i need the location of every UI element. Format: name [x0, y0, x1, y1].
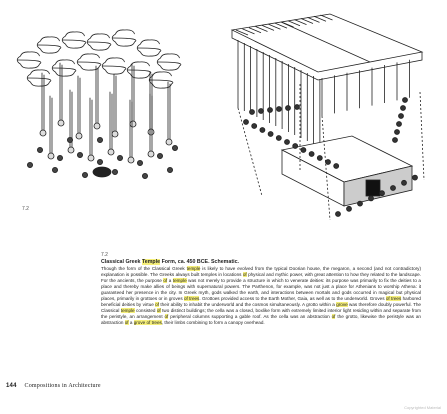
- column-base-dot: [401, 106, 406, 111]
- highlighted-term: of trees: [385, 295, 402, 301]
- grove-of-trees-drawing: [17, 30, 181, 179]
- column-base-dot: [326, 160, 331, 165]
- column-base-dot: [268, 132, 273, 137]
- ground-dot: [137, 160, 142, 165]
- tree-canopy: [52, 60, 76, 76]
- ground-dot: [172, 145, 177, 150]
- tree-base: [148, 129, 154, 135]
- ground-dot: [117, 155, 122, 160]
- column-base-dot: [402, 180, 407, 185]
- highlighted-term: of: [163, 277, 168, 283]
- caption-text: peripheral columns supporting a gable roof. As the cella was an abstraction: [168, 313, 332, 319]
- highlighted-term: grove: [336, 301, 348, 307]
- column-base-dot: [285, 140, 290, 145]
- caption-text: their ability to inhabit the underworld and the cosmos simultaneously. A grotto within a: [159, 301, 337, 307]
- ground-dot: [97, 137, 102, 142]
- tree-canopy: [37, 37, 61, 53]
- column-base-dot: [295, 105, 300, 110]
- ground-dot: [82, 172, 87, 177]
- column-base-dot: [317, 156, 322, 161]
- column-base-dot: [336, 212, 341, 217]
- tree-base: [68, 147, 74, 153]
- column-base-dot: [369, 196, 374, 201]
- tree-base: [88, 155, 94, 161]
- highlighted-term: of: [164, 313, 169, 319]
- ground-dot: [97, 159, 102, 164]
- page-number: 144: [6, 383, 17, 389]
- ground-dot: [167, 167, 172, 172]
- tree-base: [76, 133, 82, 139]
- caption-text: a: [128, 319, 134, 325]
- tree-base: [58, 120, 64, 126]
- column-base-dot: [347, 206, 352, 211]
- caption-text: consisted: [134, 307, 157, 313]
- column-base-dot: [250, 110, 255, 115]
- caption-text: , their limbs combining to form a canopy overhead.: [161, 319, 265, 325]
- tree-base: [40, 130, 46, 136]
- highlighted-term: of: [331, 313, 336, 319]
- column-base-dot: [397, 122, 402, 127]
- highlighted-term: temple: [186, 265, 201, 271]
- watermark: Copyrighted Material: [404, 405, 441, 410]
- tree-canopy: [102, 58, 126, 74]
- ground-dot: [112, 169, 117, 174]
- tree-base: [128, 157, 134, 163]
- grotto-mass: [93, 167, 111, 177]
- highlighted-term: of: [156, 307, 161, 313]
- highlighted-term: temple: [120, 307, 135, 313]
- column-base-dot: [260, 128, 265, 133]
- highlighted-term: Temple: [141, 259, 161, 265]
- column-base-dot: [276, 136, 281, 141]
- tree-canopy: [62, 32, 86, 48]
- highlighted-term: grove of trees: [133, 319, 162, 325]
- caption-text: a: [167, 277, 173, 283]
- ground-dot: [67, 137, 72, 142]
- column-base-dot: [395, 130, 400, 135]
- tree-canopy: [127, 62, 151, 78]
- ground-dot: [142, 173, 147, 178]
- column-base-dot: [399, 114, 404, 119]
- tree-canopy: [149, 72, 173, 88]
- figure-number: 7.2: [22, 206, 29, 212]
- ground-dot: [37, 147, 42, 152]
- column-base-dot: [413, 175, 418, 180]
- ground-dot: [27, 162, 32, 167]
- column-base-dot: [358, 201, 363, 206]
- tree-canopy: [17, 52, 41, 68]
- caption-title: [101, 259, 421, 265]
- caption-text: was not merely to provide a structure in which to venerate deities: its purpose was primarily to fix the deities to a place and thereby make allies of beings with supernatural powers. The Parthenon, for example, was not just a place for Athenians to worship Athena: it guaranteed her presence in the city. In Greek myth, gods walked the earth, and interactions between mortals and gods occurred in magical but physical places, primarily in grottoes or in groves: [101, 277, 421, 301]
- caption-text: . Grottoes provided access to the Earth Mother, Gaia, as well as to the underworld. Groves: [199, 295, 386, 301]
- column-base-dot: [286, 106, 291, 111]
- column-base-dot: [391, 186, 396, 191]
- temple-schematic-drawing: [232, 14, 424, 220]
- projection-line: [420, 92, 424, 180]
- cella-door: [366, 180, 380, 196]
- highlighted-term: of: [155, 301, 160, 307]
- tree-base: [112, 131, 118, 137]
- page-footer: [6, 383, 101, 389]
- tree-base: [48, 153, 54, 159]
- tree-canopy: [112, 30, 136, 46]
- ground-dot: [52, 167, 57, 172]
- tree-base: [94, 123, 100, 129]
- caption-body: [101, 266, 421, 326]
- caption-text: Though the form of the Classical Greek: [101, 265, 187, 271]
- tree-canopy: [87, 34, 111, 50]
- column-base-dot: [244, 120, 249, 125]
- caption-text: physical and mythic power, with great attention to how they related to the landscape. For the ancients, the purpose: [101, 271, 421, 283]
- tree-base: [130, 121, 136, 127]
- ground-dot: [57, 155, 62, 160]
- figure-caption: [101, 252, 421, 326]
- highlighted-term: of trees: [183, 295, 200, 301]
- caption-text: was therefore doubly powerful. The Classical: [101, 301, 421, 313]
- caption-number: 7.2: [101, 252, 108, 258]
- caption-text: the grotto, likewise the peristyle was an abstraction: [101, 313, 421, 325]
- tree-canopy: [27, 70, 51, 86]
- tree-base: [148, 151, 154, 157]
- projection-line: [238, 108, 262, 196]
- column-base-dot: [268, 108, 273, 113]
- column-base-dot: [252, 124, 257, 129]
- tree-canopy: [157, 54, 181, 70]
- highlighted-term: temple: [172, 277, 187, 283]
- tree-canopy: [77, 54, 101, 70]
- caption-text: is likely to have evolved from the typical Doorian house, the megaron, a second (and not contradictory) explanation is possible. The Greeks always built temples in locations: [101, 265, 421, 277]
- column-base-dot: [393, 138, 398, 143]
- caption-text: Classical Greek: [101, 259, 142, 265]
- column-base-dot: [259, 109, 264, 114]
- column-base-dot: [403, 98, 408, 103]
- column-base-dot: [309, 152, 314, 157]
- column-base-dot: [301, 148, 306, 153]
- caption-text: two distinct buildings; the cella was a closed, boxlike form with extremely limited interior light residing within and separate from the peristyle, an arrangement: [101, 307, 422, 319]
- column-base-dot: [380, 191, 385, 196]
- column-base-dot: [334, 164, 339, 169]
- caption-text: Form, ca. 450 BCE. Schematic.: [160, 259, 239, 265]
- caption-text: harbored beneficial deities by virtue: [101, 295, 421, 307]
- column-base-dot: [293, 144, 298, 149]
- running-title: Compositions in Architecture: [24, 383, 101, 389]
- highlighted-term: of: [124, 319, 129, 325]
- ground-dot: [77, 152, 82, 157]
- tree-base: [108, 149, 114, 155]
- column-base-dot: [277, 107, 282, 112]
- tree-base: [166, 139, 172, 145]
- ground-dot: [157, 153, 162, 158]
- highlighted-term: of: [242, 271, 247, 277]
- tree-canopy: [137, 40, 161, 56]
